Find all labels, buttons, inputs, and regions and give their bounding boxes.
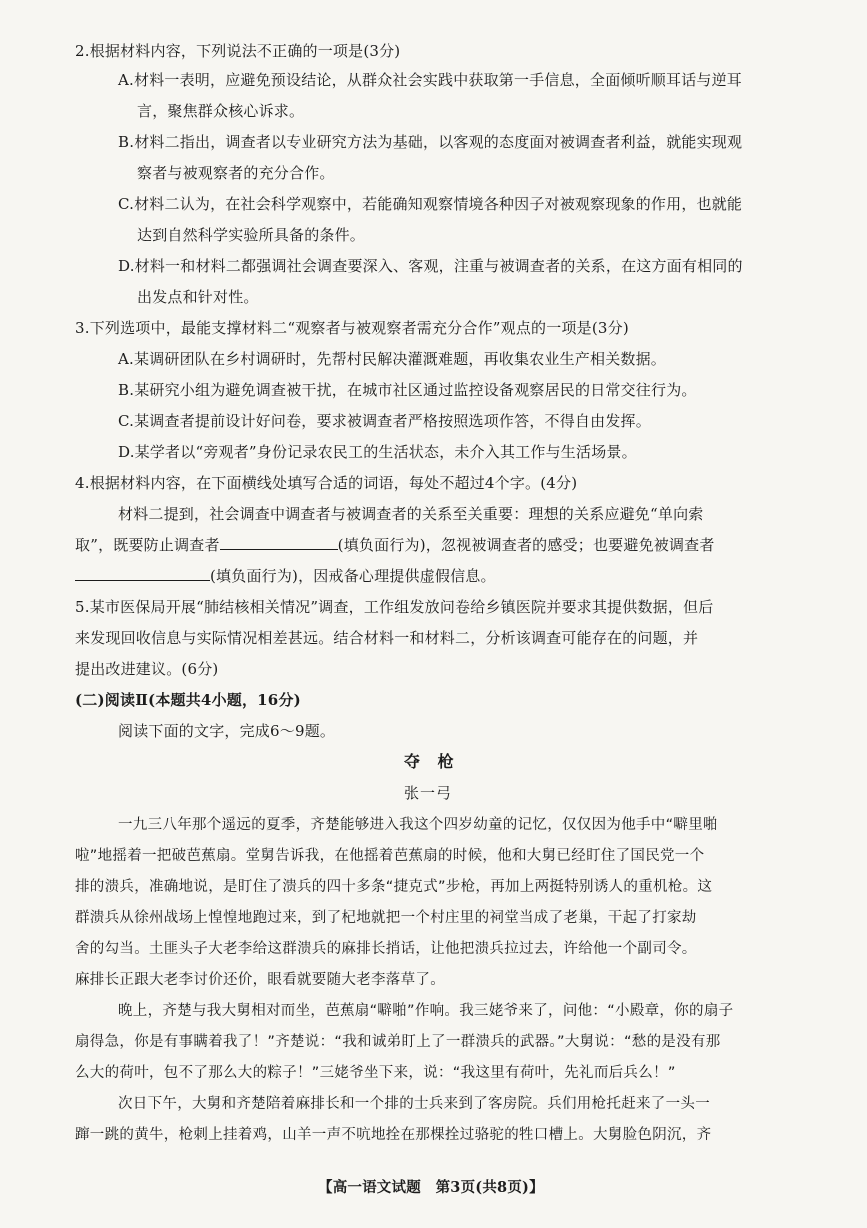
q2-option-d-line-1: D.材料一和材料二都强调社会调查要深入、客观，注重与被调查者的关系，在这方面有相同的 <box>118 257 743 275</box>
story-p1-line-1: 一九三八年那个遥远的夏季，齐楚能够进入我这个四岁幼童的记忆，仅仅因为他手中“噼里啪 <box>118 817 718 833</box>
q2-option-a-line-1: A.材料一表明，应避免预设结论，从群众社会实践中获取第一手信息，全面倾听顺耳话与逆耳 <box>118 71 743 89</box>
q2-option-b-line-1: B.材料二指出，调查者以专业研究方法为基础，以客观的态度面对被调查者利益，就能实现观 <box>118 133 743 151</box>
q2-option-c-line-1: C.材料二认为，在社会科学观察中，若能确知观察情境各种因子对被观察现象的作用，也就能 <box>118 195 743 213</box>
question-3-stem: 3.下列选项中，最能支撑材料二“观察者与被观察者需充分合作”观点的一项是(3分) <box>75 319 629 337</box>
q2-option-c-line-2: 达到自然科学实验所具备的条件。 <box>137 226 366 244</box>
story-p2-line-3: 么大的荷叶，包不了那么大的粽子！”三姥爷坐下来，说：“我这里有荷叶，先礼而后兵么！” <box>75 1065 676 1081</box>
question-5-line-2: 来发现回收信息与实际情况相差甚远。结合材料一和材料二，分析该调查可能存在的问题，并 <box>75 629 699 647</box>
q4-text-line-2 <box>75 535 715 555</box>
story-p1-line-5: 舍的勾当。土匪头子大老李给这群溃兵的麻排长捎话，让他把溃兵拉过去，许给他一个副司令。 <box>75 941 697 957</box>
story-p1-line-3: 排的溃兵，准确地说，是盯住了溃兵的四十多条“捷克式”步枪，再加上两挺特别诱人的重机枪。这 <box>75 879 713 895</box>
q3-option-d: D.某学者以“旁观者”身份记录农民工的生活状态，未介入其工作与生活场景。 <box>118 443 637 461</box>
q4-text-line-2-end: (填负面行为)，忽视被调查者的感受；也要避免被调查者 <box>337 536 715 554</box>
question-5-line-1: 5.某市医保局开展“肺结核相关情况”调查，工作组发放问卷给乡镇医院并要求其提供数据，但后 <box>75 598 714 616</box>
story-title: 夺 枪 <box>404 752 460 771</box>
q4-text-line-1: 材料二提到，社会调查中调查者与被调查者的关系至关重要：理想的关系应避免“单向索 <box>118 505 704 523</box>
q2-option-b-line-2: 察者与被观察者的充分合作。 <box>137 164 335 182</box>
story-p1-line-4: 群溃兵从徐州战场上惶惶地跑过来，到了杞地就把一个村庄里的祠堂当成了老巢，干起了打家劫 <box>75 910 697 926</box>
question-5-line-3: 提出改进建议。(6分) <box>75 660 219 678</box>
story-p1-line-6: 麻排长正跟大老李讨价还价，眼看就要随大老李落草了。 <box>75 972 445 988</box>
story-p3-line-2: 蹿一跳的黄牛，枪刺上挂着鸡，山羊一声不吭地拴在那棵拴过骆驼的牲口槽上。大舅脸色阴沉，齐 <box>75 1127 712 1143</box>
q4-text-line-3-end: (填负面行为)，因戒备心理提供虚假信息。 <box>210 567 496 585</box>
answer-blank-1[interactable] <box>220 535 338 550</box>
story-author: 张一弓 <box>404 784 453 802</box>
section-heading: (二)阅读Ⅱ(本题共4小题，16分) <box>75 691 301 709</box>
story-p3-line-1: 次日下午，大舅和齐楚陪着麻排长和一个排的士兵来到了客房院。兵们用枪托赶来了一头一 <box>118 1096 710 1112</box>
reading-instruction: 阅读下面的文字，完成6～9题。 <box>118 722 336 740</box>
story-p2-line-2: 扇得急，你是有事瞒着我了！”齐楚说：“我和诚弟盯上了一群溃兵的武器。”大舅说：“愁的是没有那 <box>75 1034 721 1050</box>
q2-option-a-line-2: 言，聚焦群众核心诉求。 <box>137 102 305 120</box>
story-p2-line-1: 晚上，齐楚与我大舅相对而坐，芭蕉扇“噼啪”作响。我三姥爷来了，问他：“小殿章，你的扇子 <box>118 1003 734 1019</box>
answer-blank-2[interactable] <box>75 566 210 581</box>
q4-text-line-2-start: 取”，既要防止调查者 <box>75 536 220 554</box>
q3-option-c: C.某调查者提前设计好问卷，要求被调查者严格按照选项作答，不得自由发挥。 <box>118 412 651 430</box>
story-p1-line-2: 啦”地摇着一把破芭蕉扇。堂舅告诉我，在他摇着芭蕉扇的时候，他和大舅已经盯住了国民党一个 <box>75 848 705 864</box>
q3-option-a: A.某调研团队在乡村调研时，先帮村民解决灌溉难题，再收集农业生产相关数据。 <box>118 350 667 368</box>
q4-text-line-3 <box>75 566 496 586</box>
q2-option-d-line-2: 出发点和针对性。 <box>137 288 259 306</box>
q3-option-b: B.某研究小组为避免调查被干扰，在城市社区通过监控设备观察居民的日常交往行为。 <box>118 381 697 399</box>
page-footer: 【高一语文试题 第3页(共8页)】 <box>318 1179 544 1196</box>
question-4-stem: 4.根据材料内容，在下面横线处填写合适的词语，每处不超过4个字。(4分) <box>75 474 578 492</box>
question-2-stem: 2.根据材料内容，下列说法不正确的一项是(3分) <box>75 42 401 60</box>
